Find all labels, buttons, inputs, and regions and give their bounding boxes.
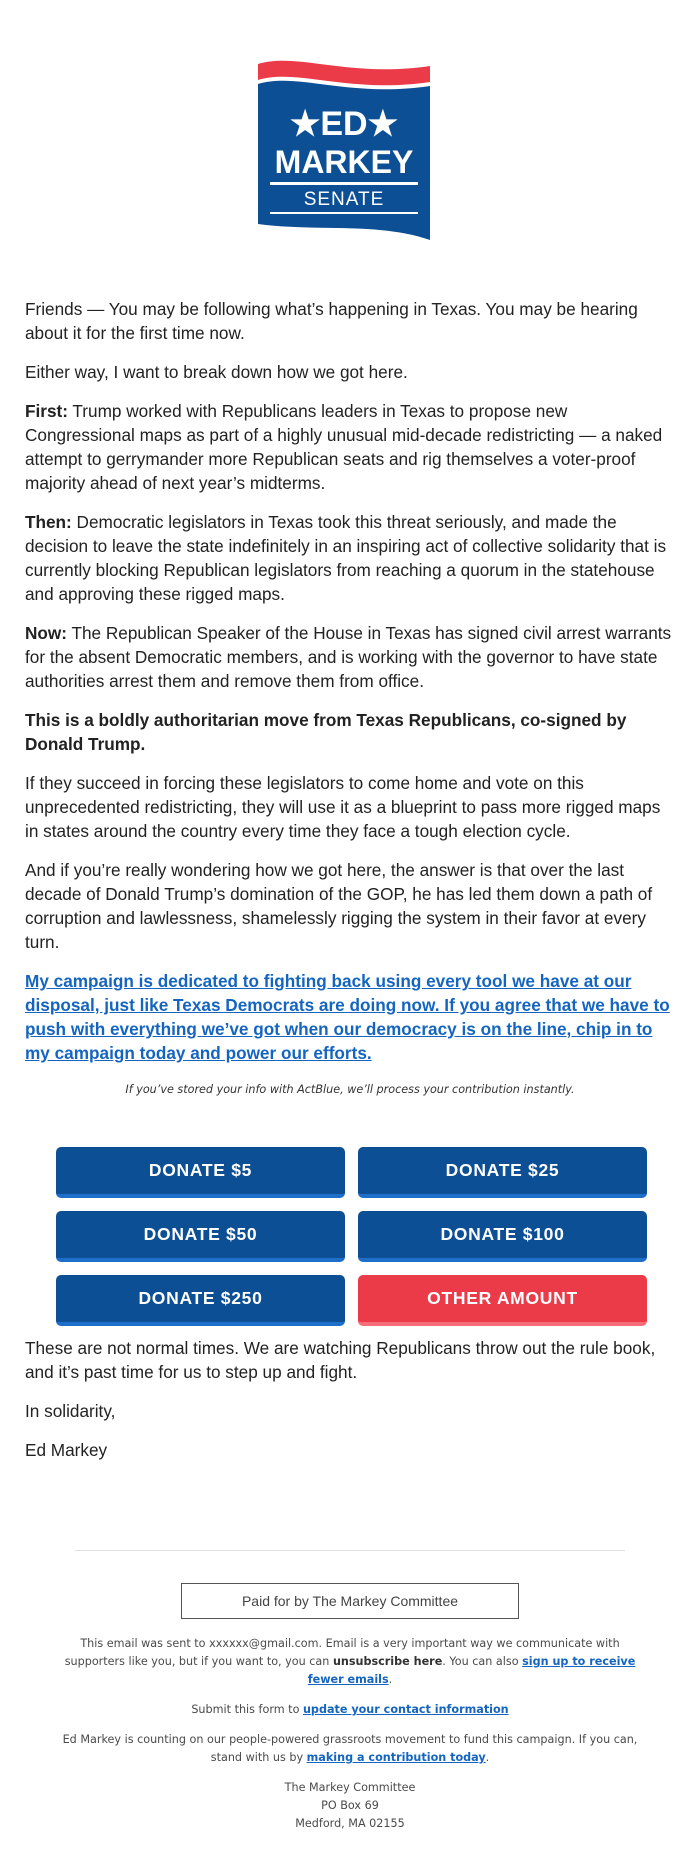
donate-5-button[interactable]: DONATE $5: [56, 1147, 345, 1198]
svg-text:MARKEY: MARKEY: [274, 144, 414, 180]
paragraph-now: Now: The Republican Speaker of the House in Texas has signed civil arrest warrants for the absent Democratic members, and is working with the governor to have state authorities arrest them and remove them from office.: [25, 623, 672, 691]
paragraph-blueprint: If they succeed in forcing these legislators to come home and vote on this unprecedented redistricting, they will use it as a blueprint to pass more rigged maps in states around the country every time they face a tough election cycle.: [25, 773, 661, 841]
footer-divider: [75, 1550, 625, 1551]
closing-section: [25, 1336, 675, 1477]
recipient-email: xxxxxx@gmail.com: [209, 1637, 319, 1650]
paragraph-authoritarian: This is a boldly authoritarian move from Texas Republicans, co-signed by Donald Trump.: [25, 710, 627, 754]
signature-name: Ed Markey: [25, 1440, 108, 1460]
donate-50-button[interactable]: DONATE $50: [56, 1211, 345, 1262]
footer-email-notice: This email was sent to xxxxxx@gmail.com. Email is a very important way we communicate with supporters like you, but if you want to, you can unsubscribe here. You can also sign up to receive fewer emails.: [64, 1637, 636, 1686]
paid-for-disclaimer: Paid for by The Markey Committee: [181, 1583, 519, 1619]
update-contact-link[interactable]: update your contact information: [302, 1703, 509, 1716]
address-line-1: The Markey Committee: [284, 1781, 416, 1794]
footer-update-contact: Submit this form to update your contact information: [191, 1703, 509, 1716]
paragraph-then: Then: Democratic legislators in Texas took this threat seriously, and made the decision to leave the state indefinitely in an inspiring act of collective solidarity that is currently blocking Republican legislators from reaching a quorum in the statehouse and approving these rigged maps.: [25, 512, 667, 604]
signoff: In solidarity,: [25, 1401, 116, 1421]
other-amount-button[interactable]: OTHER AMOUNT: [358, 1275, 647, 1326]
donate-100-button[interactable]: DONATE $100: [358, 1211, 647, 1262]
donate-250-button[interactable]: DONATE $250: [56, 1275, 345, 1326]
paragraph-intro: Friends — You may be following what’s happening in Texas. You may be hearing about it for the first time now.: [25, 299, 638, 343]
paragraph-how-we-got-here: And if you’re really wondering how we got here, the answer is that over the last decade of Donald Trump’s domination of the GOP, he has led them down a path of corruption and lawlessness, shamelessly rigging the system in their favor at every turn.: [25, 860, 653, 952]
ed-markey-senate-logo: [258, 56, 430, 240]
address-line-2: PO Box 69: [321, 1799, 379, 1812]
svg-text:SENATE: SENATE: [303, 189, 385, 210]
contribution-link[interactable]: making a contribution today: [306, 1751, 486, 1764]
mailing-address: [60, 1779, 640, 1833]
email-body: [25, 297, 675, 1114]
svg-text:★ED★: ★ED★: [289, 105, 399, 143]
actblue-note: If you’ve stored your info with ActBlue, we’ll process your contribution instantly.: [125, 1083, 575, 1096]
fewer-emails-link[interactable]: sign up to receive fewer emails: [307, 1655, 636, 1686]
cta-donate-link[interactable]: My campaign is dedicated to fighting back using every tool we have at our disposal, just like Texas Democrats are doing now. If you agree that we have to push with everything we’ve got when our democracy is on the line, chip in to my campaign today and power our efforts.: [25, 971, 670, 1063]
paragraph-first: First: Trump worked with Republicans leaders in Texas to propose new Congressional maps as part of a highly unusual mid-decade redistricting — a naked attempt to gerrymander more Republican seats and rig themselves a voter-proof majority ahead of next year’s midterms.: [25, 401, 663, 493]
donate-25-button[interactable]: DONATE $25: [358, 1147, 647, 1198]
unsubscribe-link[interactable]: unsubscribe here: [332, 1655, 443, 1668]
footer: [60, 1635, 640, 1833]
paragraph-either-way: Either way, I want to break down how we got here.: [25, 362, 408, 382]
paragraph-not-normal-times: These are not normal times. We are watching Republicans throw out the rule book, and it’s past time for us to step up and fight.: [25, 1338, 656, 1382]
footer-grassroots: Ed Markey is counting on our people-powered grassroots movement to fund this campaign. If you can, stand with us by making a contribution today.: [62, 1733, 638, 1764]
address-line-3: Medford, MA 02155: [295, 1817, 405, 1830]
